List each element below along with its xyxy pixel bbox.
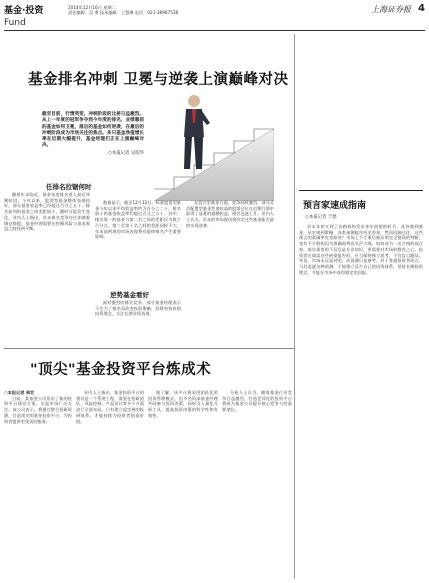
lead-intro-text: 截至目前，行情突变，冲刺阶段的比拼日益激烈。从上一年度的冠军争夺到今年度的排名，业绩靠前的基金如何卫冕，落后的基金如何逆袭，在最后的冲刺阶段成为市场关注的焦点。多只基金净值增长率在近期大幅提升，基金经理们正在上演巅峰对决。	[42, 112, 144, 149]
section-tag: Fund	[4, 18, 26, 28]
lead-headline: 基金排名冲刺 卫冕与逆袭上演巅峰对决	[28, 72, 289, 88]
lead-column-1	[4, 192, 90, 344]
lead-column-4-text: 面对激烈的排名竞争，部分基金经理表示不会为了排名而改变投资策略，仍将坚持价值投资理念，关注长期业绩表现。	[95, 300, 181, 317]
lead-column-1-text: 随着年末临近，基金年度排名进入最后冲刺阶段。今年以来，股票型基金整体表现较好，部分基金收益率已经超过百分之五十，排名前列的基金之间差距较小，随时可能发生变化。业内人士指出，年末排名竞争往往伴随着调仓换股，基金经理需要在控制风险与追求收益之间找到平衡。	[4, 192, 90, 232]
lead-column-3	[186, 200, 274, 344]
lead-subhead-1: 任排名拉锯何时	[46, 183, 92, 191]
page-number: 4	[418, 3, 425, 14]
story-divider	[4, 348, 294, 349]
newspaper-name: 上海证券报	[371, 5, 411, 14]
page-header	[4, 3, 425, 17]
right-headline: 预言家速成指南	[303, 201, 367, 211]
lead-column-2-text: 数据显示，截至12月12日，标准股票型基金今年以来平均收益率约为百分之二十，排名前十的基金收益率均超过百分之五十。其中，排名第一的基金与第二名之间的差距仅为数个百分点，第三至第十名之间的差距同样不大，年末前两周的市场表现将对最终排名产生重要影响。	[95, 200, 181, 240]
second-column-1-text: 日前，某基金公司发布了新的投资平台建设方案，引起市场广泛关注。该公司表示，将通过整合投研资源，打造顶尖的基金投资平台，为投资者提供更优质的服务。	[4, 395, 72, 424]
second-column-3-text: 据了解，该平台将采用团队化的投资管理模式，由多名资深基金经理共同参与投资决策，同时引入量化分析工具，提高投资决策的科学性和有效性。	[148, 390, 218, 418]
right-column-rule	[299, 190, 423, 191]
second-column-4	[222, 390, 292, 578]
second-byline: ○本报记者 周宏	[4, 390, 35, 395]
lead-byline: ○本报记者 吴绍华	[108, 150, 144, 156]
issue-date: 2014年12月16日 星期二	[68, 5, 116, 10]
lead-subhead-2: 逆势基金看好	[110, 291, 149, 299]
header-rule	[4, 30, 425, 31]
lead-column-3-text: 在混合型基金方面，竞争同样激烈。部分灵活配置型基金凭借较高的股票仓位在近期行情中取得了显著的超额收益，排名迅速上升。业内人士认为，年末的市场波动将决定这些基金能否最终实现逆袭。	[186, 200, 274, 228]
second-column-2-text: 业内人士指出，基金投资平台的建设是一个系统工程，需要在投研团队、风险控制、产品设计等多个方面进行全面布局。只有建立起完善的投研体系，才能持续为投资者创造价值。	[76, 390, 144, 424]
lead-column-4	[95, 300, 181, 344]
editor-line: 责任编辑：吴 勇 技术编辑：王慧琳 电话：021-38967538	[68, 10, 179, 15]
section-title: 基金·投资	[4, 6, 44, 16]
lead-intro	[42, 112, 144, 157]
second-headline: "顶尖"基金投资平台炼成术	[30, 362, 212, 378]
column-divider	[294, 34, 295, 579]
second-column-2	[76, 390, 144, 578]
second-column-4-text: 分析人士认为，随着基金行业竞争日益激烈，打造差异化的投资平台将成为基金公司提升核心竞争力的重要途径。	[222, 390, 292, 413]
right-column-text: 岁末年初又到了各路机构发布来年展望的时节。从券商到基金，从宏观到策略，各类预测报告纷至沓来。然而回顾过往，这些预言的准确率究竟如何？市场上不乏事后被证明完全错误的判断，也有不少机构因为准确预判而名声大噪。如何成为一名合格的预言家，或许需要的不仅仅是专业知识，更需要对市场的敬畏之心。投资者在阅读这些展望报告时，应当保持独立思考，不宜盲目跟从。毕竟，市场永远是对的，而预测只是参考。对于普通投资者而言，与其追逐各种预测，不如建立适合自己的投资体系，坚持长期投资理念，才能在市场中获得稳定的回报。	[299, 224, 423, 275]
right-column-body	[299, 224, 423, 576]
second-byline-col	[4, 390, 72, 578]
businessman-figure	[172, 93, 212, 173]
right-byline: ○本报记者 于德	[305, 215, 337, 220]
second-column-3	[148, 390, 218, 578]
